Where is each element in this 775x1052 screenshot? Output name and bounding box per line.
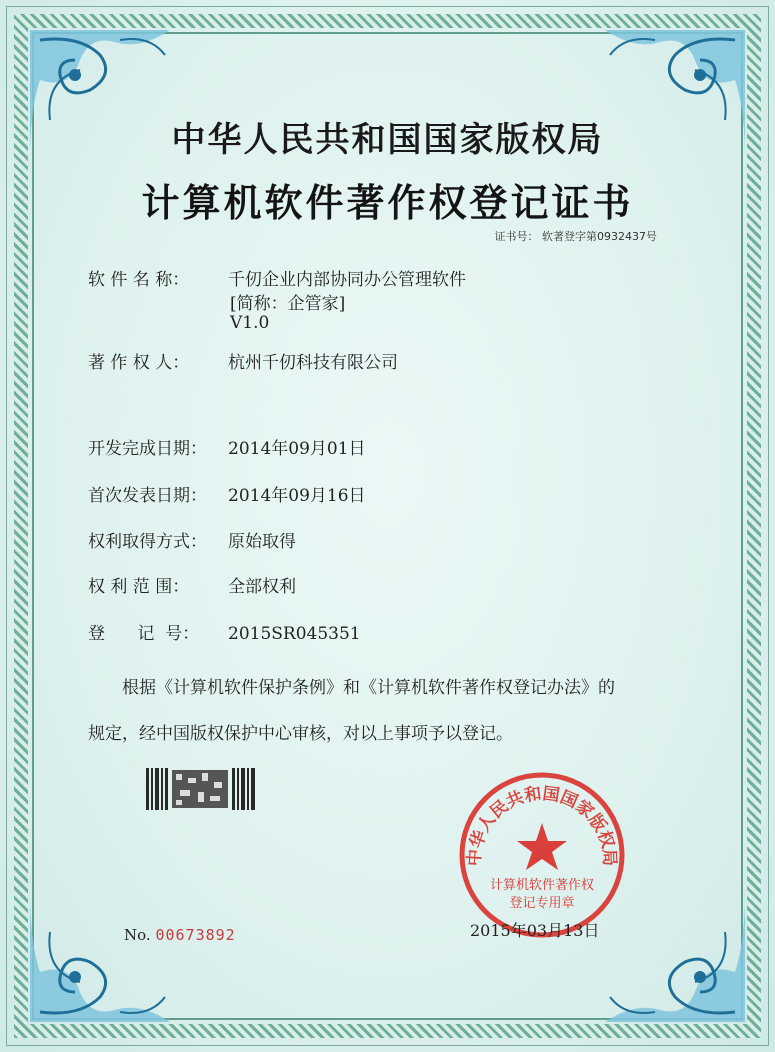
certificate-title: 计算机软件著作权登记证书 bbox=[141, 180, 634, 225]
seal-ring-text: 中华人民共和国国家版权局 bbox=[464, 783, 620, 867]
software-short-name: [简称：企管家] bbox=[230, 294, 346, 314]
owner-value: 杭州千仞科技有限公司 bbox=[228, 353, 398, 373]
seal-inner-line1: 计算机软件著作权 bbox=[489, 878, 595, 893]
acquire-row bbox=[88, 527, 296, 552]
reg-label: 登 记 号： bbox=[88, 624, 200, 644]
serial-label: No. bbox=[124, 926, 151, 944]
serial-number bbox=[124, 926, 236, 944]
dev-date-value: 2014年09月01日 bbox=[228, 439, 366, 459]
pub-date-value: 2014年09月16日 bbox=[228, 486, 366, 506]
software-name-label: 软 件 名 称： bbox=[88, 270, 190, 290]
body-line-2: 规定，经中国版权保护中心审核，对以上事项予以登记。 bbox=[88, 724, 513, 744]
software-name-row bbox=[88, 265, 466, 290]
software-version: V1.0 bbox=[230, 313, 270, 333]
software-name-value: 千仞企业内部协同办公管理软件 bbox=[228, 270, 466, 290]
seal-inner-line2: 登记专用章 bbox=[509, 896, 575, 911]
body-line-1: 根据《计算机软件保护条例》和《计算机软件著作权登记办法》的 bbox=[122, 678, 615, 698]
reg-row bbox=[88, 619, 361, 644]
acquire-label: 权利取得方式： bbox=[88, 532, 207, 552]
authority-title: 中华人民共和国国家版权局 bbox=[171, 120, 604, 160]
barcode-icon bbox=[146, 768, 256, 810]
serial-value: 00673892 bbox=[155, 926, 236, 944]
owner-row bbox=[88, 348, 398, 373]
acquire-value: 原始取得 bbox=[228, 532, 296, 552]
pub-date-label: 首次发表日期： bbox=[88, 486, 207, 506]
scope-label: 权 利 范 围： bbox=[88, 577, 190, 597]
certificate-number: 证书号： 软著登字第0932437号 bbox=[494, 230, 657, 243]
dev-date-row bbox=[88, 434, 366, 459]
corner-ornament-bottom-left bbox=[20, 882, 180, 1032]
pub-date-row bbox=[88, 481, 366, 506]
scope-value: 全部权利 bbox=[228, 577, 296, 597]
issue-date: 2015年03月13日 bbox=[470, 921, 600, 940]
dev-date-label: 开发完成日期： bbox=[88, 439, 207, 459]
owner-label: 著 作 权 人： bbox=[88, 353, 190, 373]
reg-value: 2015SR045351 bbox=[228, 624, 361, 644]
scope-row bbox=[88, 572, 296, 597]
